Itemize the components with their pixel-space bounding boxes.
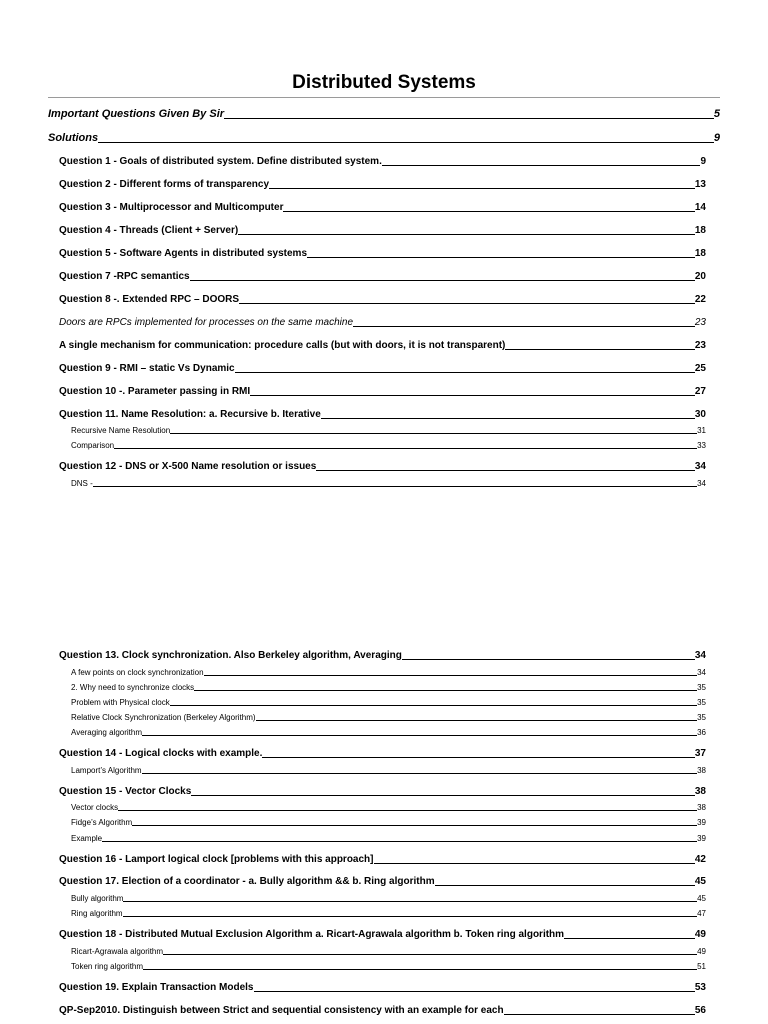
toc-entry-title: Question 9 - RMI – static Vs Dynamic bbox=[59, 363, 235, 374]
toc-entry-title: QP-Sep2010. Distinguish between Strict and sequential consistency with an example for each bbox=[59, 1005, 504, 1016]
toc-entry-title: Important Questions Given By Sir bbox=[48, 108, 225, 120]
toc-entry[interactable] bbox=[59, 387, 706, 397]
toc-entry-title: Averaging algorithm bbox=[71, 728, 143, 737]
toc-leader-line bbox=[316, 470, 695, 471]
toc-entry-title: Question 10 -. Parameter passing in RMI bbox=[59, 386, 251, 397]
toc-entry[interactable] bbox=[59, 1006, 706, 1016]
toc-leader-line bbox=[142, 773, 698, 774]
toc-entry-title: Bully algorithm bbox=[71, 894, 124, 903]
toc-entry[interactable] bbox=[59, 364, 706, 374]
toc-leader-line bbox=[142, 735, 697, 736]
toc-entry[interactable] bbox=[59, 295, 706, 305]
toc-leader-line bbox=[307, 257, 695, 258]
toc-entry-title: Question 4 - Threads (Client + Server) bbox=[59, 225, 239, 236]
toc-page-number: 33 bbox=[697, 441, 706, 450]
toc-page-number: 9 bbox=[700, 156, 706, 167]
toc-entry[interactable] bbox=[71, 804, 706, 812]
toc-entry[interactable] bbox=[59, 749, 706, 759]
toc-entry[interactable] bbox=[71, 699, 706, 707]
toc-leader-line bbox=[256, 720, 698, 721]
toc-entry-title: DNS - bbox=[71, 479, 93, 488]
toc-entry-title: Vector clocks bbox=[71, 803, 119, 812]
toc-page-number: 37 bbox=[694, 748, 706, 759]
toc-entry[interactable] bbox=[71, 948, 706, 956]
toc-entry[interactable] bbox=[71, 669, 706, 677]
toc-leader-line bbox=[98, 142, 714, 143]
document-title: Distributed Systems bbox=[292, 72, 476, 93]
toc-entry[interactable] bbox=[59, 651, 706, 661]
toc-leader-line bbox=[239, 303, 695, 304]
toc-entry[interactable] bbox=[71, 684, 706, 692]
toc-page-number: 35 bbox=[697, 713, 706, 722]
toc-page-number: 45 bbox=[694, 876, 706, 887]
toc-page-number: 23 bbox=[694, 317, 706, 328]
toc-page-number: 34 bbox=[697, 479, 706, 488]
toc-entry-title: Fidge’s Algorithm bbox=[71, 818, 133, 827]
toc-leader-line bbox=[262, 757, 694, 758]
toc-entry-title: Example bbox=[71, 834, 103, 843]
toc-page-number: 34 bbox=[694, 650, 706, 661]
toc-page-number: 22 bbox=[694, 294, 706, 305]
toc-entry-title: Solutions bbox=[48, 132, 99, 144]
toc-leader-line bbox=[204, 675, 698, 676]
toc-entry-title: Question 17. Election of a coordinator - a. Bully algorithm && b. Ring algorithm bbox=[59, 876, 435, 887]
toc-entry-title: Question 12 - DNS or X-500 Name resolution or issues bbox=[59, 461, 317, 472]
toc-leader-line bbox=[250, 395, 695, 396]
toc-page-number: 13 bbox=[694, 179, 706, 190]
toc-leader-line bbox=[190, 280, 695, 281]
toc-leader-line bbox=[564, 938, 695, 939]
toc-entry[interactable] bbox=[59, 855, 706, 865]
toc-page-number: 30 bbox=[694, 409, 706, 420]
toc-leader-line bbox=[102, 841, 697, 842]
toc-entry-title: Doors are RPCs implemented for processes on the same machine bbox=[59, 317, 354, 328]
toc-page-number: 18 bbox=[694, 225, 706, 236]
toc-entry-title: Question 7 -RPC semantics bbox=[59, 271, 190, 282]
toc-entry-title: Question 16 - Lamport logical clock [problems with this approach] bbox=[59, 854, 374, 865]
toc-leader-line bbox=[143, 969, 697, 970]
toc-entry-title: Question 5 - Software Agents in distributed systems bbox=[59, 248, 308, 259]
toc-page-number: 38 bbox=[697, 803, 706, 812]
toc-leader-line bbox=[170, 433, 697, 434]
toc-entry[interactable] bbox=[71, 729, 706, 737]
toc-entry[interactable] bbox=[71, 714, 706, 722]
toc-leader-line bbox=[374, 863, 695, 864]
toc-entry-title: Ricart-Agrawala algorithm bbox=[71, 947, 164, 956]
toc-leader-line bbox=[191, 795, 695, 796]
toc-entry-title: Recursive Name Resolution bbox=[71, 426, 171, 435]
toc-leader-line bbox=[163, 954, 697, 955]
toc-entry[interactable] bbox=[48, 133, 720, 144]
toc-leader-line bbox=[123, 916, 698, 917]
toc-entry-title: Question 13. Clock synchronization. Also Berkeley algorithm, Averaging bbox=[59, 650, 402, 661]
toc-entry-title: Question 3 - Multiprocessor and Multicomputer bbox=[59, 202, 284, 213]
toc-entry-title: Lamport’s Algorithm bbox=[71, 766, 142, 775]
toc-entry[interactable] bbox=[59, 203, 706, 213]
toc-page-number: 25 bbox=[694, 363, 706, 374]
toc-leader-line bbox=[505, 349, 695, 350]
toc-leader-line bbox=[402, 659, 695, 660]
toc-entry-title: Question 1 - Goals of distributed system. Define distributed system. bbox=[59, 156, 382, 167]
toc-page-number: 23 bbox=[694, 340, 706, 351]
toc-entry-title: Question 15 - Vector Clocks bbox=[59, 786, 192, 797]
toc-leader-line bbox=[238, 234, 695, 235]
toc-leader-line bbox=[118, 810, 697, 811]
toc-entry[interactable] bbox=[71, 767, 706, 775]
toc-page-number: 35 bbox=[697, 683, 706, 692]
toc-entry[interactable] bbox=[59, 787, 706, 797]
toc-leader-line bbox=[504, 1014, 695, 1015]
toc-page-number: 27 bbox=[694, 386, 706, 397]
toc-entry[interactable] bbox=[59, 318, 706, 328]
toc-entry-title: Question 11. Name Resolution: a. Recursive b. Iterative bbox=[59, 409, 321, 420]
toc-entry-title: Question 18 - Distributed Mutual Exclusion Algorithm a. Ricart-Agrawala algorithm b. Token ring algorithm bbox=[59, 929, 565, 940]
toc-entry[interactable] bbox=[59, 226, 706, 236]
toc-page-number: 36 bbox=[697, 728, 706, 737]
toc-leader-line bbox=[170, 705, 697, 706]
toc-entry[interactable] bbox=[59, 410, 706, 420]
toc-page-number: 38 bbox=[697, 766, 706, 775]
toc-entry-title: Question 19. Explain Transaction Models bbox=[59, 982, 254, 993]
toc-entry[interactable] bbox=[71, 427, 706, 435]
toc-entry-title: Relative Clock Synchronization (Berkeley Algorithm) bbox=[71, 713, 256, 722]
toc-leader-line bbox=[194, 690, 697, 691]
toc-entry[interactable] bbox=[71, 819, 706, 827]
toc-leader-line bbox=[235, 372, 695, 373]
toc-page-number: 39 bbox=[697, 834, 706, 843]
toc-page-number: 42 bbox=[694, 854, 706, 865]
toc-leader-line bbox=[283, 211, 694, 212]
toc-page-number: 35 bbox=[697, 698, 706, 707]
toc-entry-title: 2. Why need to synchronize clocks bbox=[71, 683, 195, 692]
toc-entry[interactable] bbox=[59, 341, 706, 351]
toc-entry-title: A single mechanism for communication: procedure calls (but with doors, it is not transparent) bbox=[59, 340, 506, 351]
toc-entry[interactable] bbox=[59, 272, 706, 282]
toc-entry-title: Problem with Physical clock bbox=[71, 698, 170, 707]
toc-entry[interactable] bbox=[59, 249, 706, 259]
toc-page-number: 9 bbox=[713, 132, 720, 144]
toc-entry-title: Question 2 - Different forms of transparency bbox=[59, 179, 270, 190]
toc-page-number: 39 bbox=[697, 818, 706, 827]
toc-entry[interactable] bbox=[71, 963, 706, 971]
toc-entry-title: Token ring algorithm bbox=[71, 962, 144, 971]
toc-entry[interactable] bbox=[71, 835, 706, 843]
toc-page-number: 51 bbox=[697, 962, 706, 971]
toc-entry[interactable] bbox=[71, 442, 706, 450]
toc-leader-line bbox=[132, 825, 697, 826]
toc-leader-line bbox=[123, 901, 697, 902]
toc-leader-line bbox=[269, 188, 695, 189]
toc-page-number: 49 bbox=[697, 947, 706, 956]
toc-leader-line bbox=[93, 486, 697, 487]
toc-entry-title: A few points on clock synchronization bbox=[71, 668, 204, 677]
toc-page-number: 47 bbox=[697, 909, 706, 918]
toc-page-number: 34 bbox=[694, 461, 706, 472]
toc-entry[interactable] bbox=[59, 983, 706, 993]
toc-page-number: 38 bbox=[694, 786, 706, 797]
toc-page-number: 45 bbox=[697, 894, 706, 903]
toc-entry-title: Question 8 -. Extended RPC – DOORS bbox=[59, 294, 240, 305]
toc-page-number: 53 bbox=[694, 982, 706, 993]
toc-entry[interactable] bbox=[48, 109, 720, 120]
toc-entry[interactable] bbox=[59, 462, 706, 472]
toc-entry[interactable] bbox=[71, 480, 706, 488]
toc-page-number: 5 bbox=[713, 108, 720, 120]
toc-page-number: 31 bbox=[697, 426, 706, 435]
toc-page-number: 56 bbox=[694, 1005, 706, 1016]
toc-leader-line bbox=[254, 991, 695, 992]
toc-leader-line bbox=[321, 418, 695, 419]
toc-leader-line bbox=[114, 448, 697, 449]
toc-entry[interactable] bbox=[59, 157, 706, 167]
toc-leader-line bbox=[435, 885, 695, 886]
toc-entry[interactable] bbox=[71, 895, 706, 903]
toc-entry[interactable] bbox=[71, 910, 706, 918]
toc-entry[interactable] bbox=[59, 180, 706, 190]
toc-page-number: 34 bbox=[697, 668, 706, 677]
toc-page-number: 20 bbox=[694, 271, 706, 282]
toc-entry[interactable] bbox=[59, 877, 706, 887]
toc-page-number: 14 bbox=[694, 202, 706, 213]
toc-page-number: 49 bbox=[694, 929, 706, 940]
toc-entry-title: Question 14 - Logical clocks with example. bbox=[59, 748, 263, 759]
toc-page-number: 18 bbox=[694, 248, 706, 259]
toc-leader-line bbox=[353, 326, 695, 327]
toc-leader-line bbox=[224, 118, 714, 119]
toc-entry[interactable] bbox=[59, 930, 706, 940]
toc-entry-title: Ring algorithm bbox=[71, 909, 123, 918]
toc-entry-title: Comparison bbox=[71, 441, 115, 450]
toc-leader-line bbox=[382, 165, 701, 166]
